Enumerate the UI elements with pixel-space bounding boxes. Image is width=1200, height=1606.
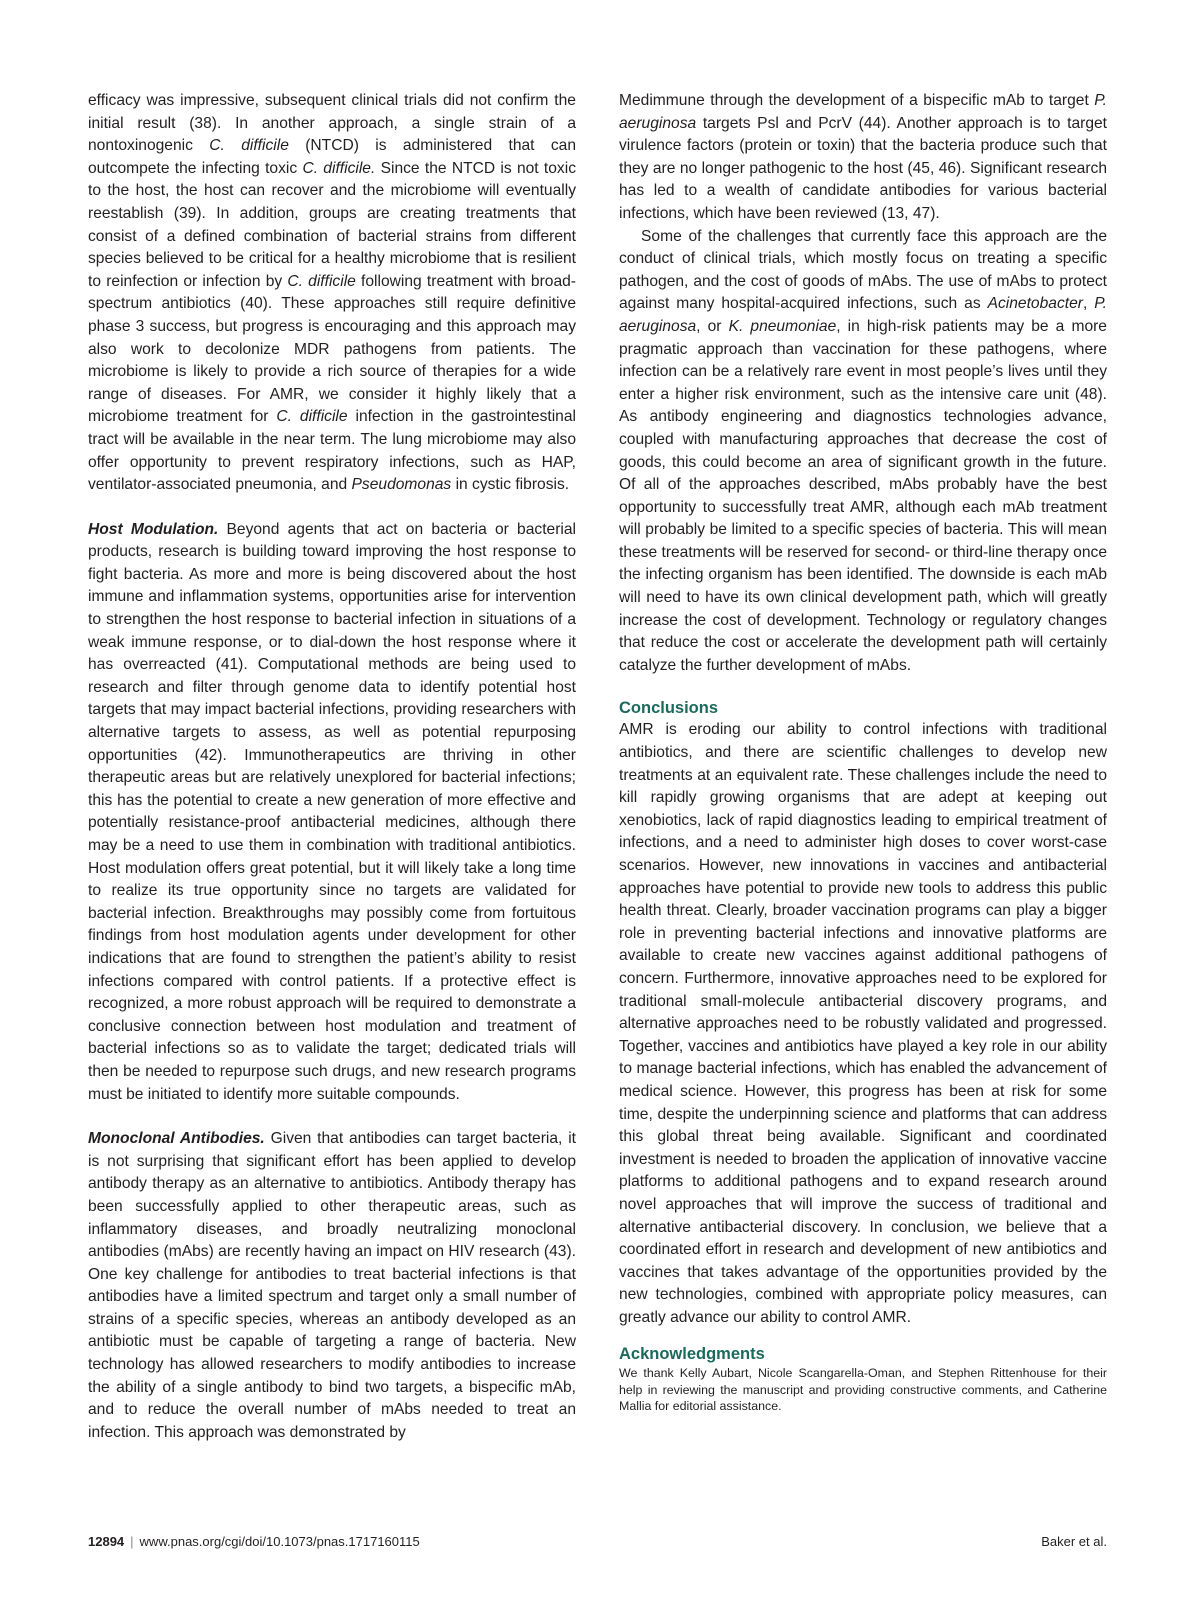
paragraph-conclusions: AMR is eroding our ability to control infections with traditional antibiotics, and there are scientific challenges to develop new treatments at an equivalent rate. These challenges include the need to kill rapidly growing organisms that are adept at keeping out xenobiotics, lack of rapid diagnostics leading to empirical treatment of infections, and a need to administer high doses to cover worst-case scenarios. However, new innovations in vaccines and antibacterial approaches have potential to provide new tools to address this public health threat. Clearly, broader vaccination programs can play a bigger role in preventing bacterial infections and innovative platforms are available to create new vaccines against additional pathogens of concern. Furthermore, innovative approaches need to be explored for traditional small-molecule antibacterial discovery programs, and alternative approaches need to be robustly validated and progressed. Together, vaccines and antibiotics have played a key role in our ability to manage bacterial infections, which has enabled the advancement of medical science. However, this progress has been at risk for some time, despite the underpinning science and platforms that can address this global threat being available. Significant and coordinated investment is needed to broaden the application of innovative vaccine platforms to additional pathogens and to expand research around novel approaches that will improve the success of traditional and alternative antibacterial discovery. In conclusion, we believe that a coordinated effort in research and development of new antibiotics and vaccines that takes advantage of the opportunities provided by the new technologies, combined with appropriate policy measures, can greatly advance our ability to control AMR. [619,721,1107,1326]
monoclonal-antibodies-text: Given that antibodies can target bacteria, it is not surprising that significant effort has been applied to develop antibody therapy as an alternative to antibiotics. Antibody therapy has been successfully applied to other therapeutic areas, such as inflammatory diseases, and broadly neutralizing monoclonal antibodies (mAbs) are recently having an impact on HIV research (43). One key challenge for antibodies to treat bacterial infections is that antibodies have a limited spectrum and target only a small number of strains of a specific species, whereas an antibody developed as an antibiotic must be capable of targeting a range of bacteria. New technology has allowed researchers to modify antibodies to increase the ability of a single antibody to bind two targets, a bispecific mAb, and to reduce the overall number of mAbs needed to treat an infection. This approach was demonstrated by [88,1130,577,1441]
paragraph-bispecific: Medimmune through the development of a bispecific mAb to target P. aeruginosa targets Psl and PcrV (44). Another approach is to target virulence factors (protein or toxin) that the bacteria produce such that they are no longer pathogenic to the host (45, 46). Significant research has led to a wealth of candidate antibodies for various bacterial infections, which have been reviewed (13, 47). [619,92,1107,222]
italic-term: C. difficile [276,408,348,426]
italic-term: Acinetobacter [987,295,1083,313]
page-footer [88,1534,1107,1549]
doi-link[interactable]: www.pnas.org/cgi/doi/10.1073/pnas.1717160115 [139,1534,420,1549]
paragraph-host-modulation [88,519,576,1106]
right-column [619,90,1107,1415]
page-number: 12894 [88,1534,125,1549]
heading-conclusions: Conclusions [619,699,719,718]
left-column [88,90,576,1444]
heading-monoclonal-antibodies: Monoclonal Antibodies. [88,1130,265,1148]
italic-term: P. aeruginosa [619,92,1107,132]
host-modulation-text: Beyond agents that act on bacteria or bacterial products, research is building toward improving the host response to fight bacteria. As more and more is being discovered about the host immune and inflammation systems, opportunities arise for intervention to strengthen the host response to bacterial infection in situations of a weak immune response, or to dial-down the host response where it has overreacted (41). Computational methods are being used to research and filter through genome data to identify potential host targets that may impact bacterial infections, providing researchers with alternative targets to assess, as well as potential repurposing opportunities (42). Immunotherapeutics are thriving in other therapeutic areas but are relatively unexplored for bacterial infections; this has the potential to create a new generation of more effective and potentially resistance-proof antibacterial medicines, although there may be a need to use them in combination with traditional antibiotics. Host modulation offers great potential, but it will likely take a long time to realize its true opportunity since no targets are validated for bacterial infection. Breakthroughs may possibly come from fortuitous findings from host modulation agents under development for other indications that are found to strengthen the patient’s ability to resist infections compared with control patients. If a protective effect is recognized, a more robust approach will be required to demonstrate a conclusive connection between host modulation and treatment of bacterial infections so as to validate the target; dedicated trials will then be needed to repurpose such drugs, and new research programs must be initiated to identify more suitable compounds. [88,520,576,1103]
footer-left [88,1534,420,1549]
footer-separator: | [130,1534,134,1549]
italic-term: C. difficile. [302,159,376,177]
heading-host-modulation: Host Modulation. [88,520,219,538]
paragraph-acknowledgments: We thank Kelly Aubart, Nicole Scangarella-Oman, and Stephen Rittenhouse for their help in reviewing the manuscript and providing constructive comments, and Catherine Mallia for editorial assistance. [619,1366,1107,1414]
italic-term: K. pneumoniae [728,317,837,335]
heading-acknowledgments: Acknowledgments [619,1345,765,1364]
paragraph-monoclonal-antibodies [88,1128,576,1444]
italic-term: P. aeruginosa [619,295,1107,335]
running-authors: Baker et al. [1041,1534,1107,1549]
paragraph-microbiome: efficacy was impressive, subsequent clinical trials did not confirm the initial result (38). In another approach, a single strain of a nontoxinogenic C. difficile (NTCD) is administered that can outcompete the infecting toxic C. difficile. Since the NTCD is not toxic to the host, the host can recover and the microbiome will eventually reestablish (39). In addition, groups are creating treatments that consist of a defined combination of bacterial strains from different species believed to be critical for a healthy microbiome that is resilient to reinfection or infection by C. difficile following treatment with broad-spectrum antibiotics (40). These approaches still require definitive phase 3 success, but progress is encouraging and this approach may also work to decolonize MDR pathogens from patients. The microbiome is likely to provide a rich source of therapies for a wide range of diseases. For AMR, we consider it highly likely that a microbiome treatment for C. difficile infection in the gastrointestinal tract will be available in the near term. The lung microbiome may also offer opportunity to prevent respiratory infections, such as HAP, ventilator-associated pneumonia, and Pseudomonas in cystic fibrosis. [88,92,577,494]
italic-term: Pseudomonas [351,476,452,494]
italic-term: C. difficile [287,272,356,290]
paragraph-challenges: Some of the challenges that currently face this approach are the conduct of clinical trials, which mostly focus on treating a specific pathogen, and the cost of goods of mAbs. The use of mAbs to protect against many hospital-acquired infections, such as Acinetobacter, P. aeruginosa, or K. pneumoniae, in high-risk patients may be a more pragmatic approach than vaccination for these pathogens, where infection can be a relatively rare event in most people’s lives until they enter a higher risk environment, such as the intensive care unit (48). As antibody engineering and diagnostics technologies advance, coupled with manufacturing approaches that decrease the cost of goods, this could become an area of significant growth in the future. Of all of the approaches described, mAbs probably have the best opportunity to successfully treat AMR, although each mAb treatment will probably be limited to a specific species of bacteria. This will mean these treatments will be reserved for second- or third-line therapy once the infecting organism has been identified. The downside is each mAb will need to have its own clinical development path, which will greatly increase the cost of development. Technology or regulatory changes that reduce the cost or accelerate the development path will certainly catalyze the further development of mAbs. [619,227,1107,674]
italic-term: C. difficile [209,137,289,155]
